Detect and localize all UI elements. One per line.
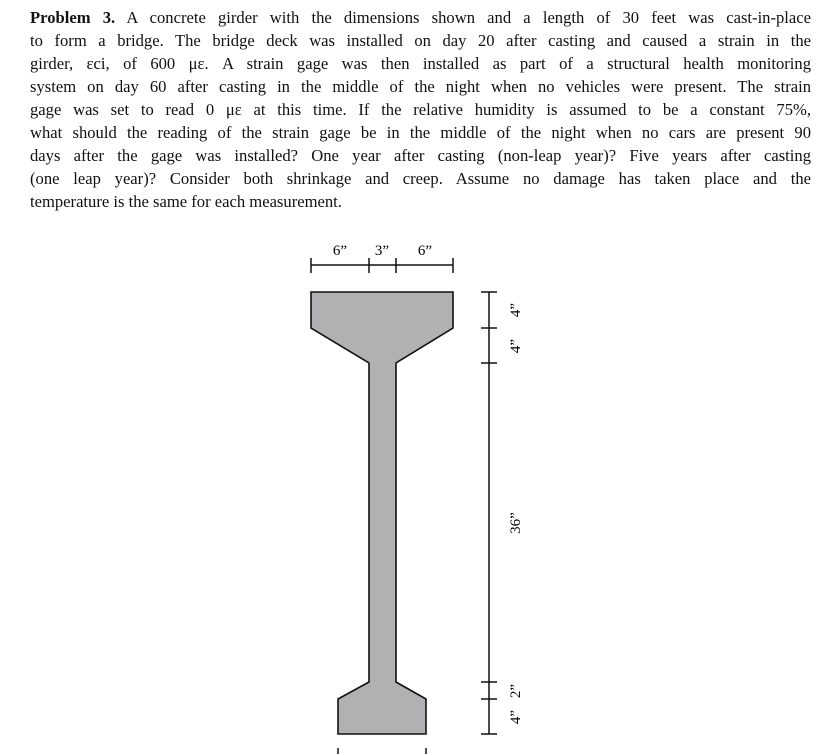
dim-label: 36” [508, 512, 524, 534]
dim-label: 6” [417, 243, 433, 259]
dim-label: 6” [332, 243, 348, 259]
problem-line: temperature is the same for each measurement. [30, 192, 342, 211]
top-dimension-line [311, 258, 453, 273]
dim-label: 4” [508, 709, 524, 725]
dim-label: 2” [508, 683, 524, 699]
bottom-dimension-ticks [338, 748, 426, 754]
girder-section-shape [311, 292, 453, 734]
problem-line: what should the reading of the strain gage be in the middle of the night when no cars are present 90 [30, 123, 811, 142]
dim-label: 4” [508, 302, 524, 318]
dim-label: 3” [374, 243, 390, 259]
problem-line: (one leap year)? Consider both shrinkage and creep. Assume no damage has taken place and the [30, 169, 811, 188]
problem-line: gage was set to read 0 με at this time. If the relative humidity is assumed to be a constant 75%, [30, 100, 811, 119]
problem-label: Problem 3. [30, 8, 116, 27]
problem-line: to form a bridge. The bridge deck was installed on day 20 after casting and caused a strain in the [30, 31, 811, 50]
problem-line: Problem 3. A concrete girder with the dimensions shown and a length of 30 feet was cast-in-place [30, 8, 811, 27]
problem-line: system on day 60 after casting in the middle of the night when no vehicles were present. The strain [30, 77, 811, 96]
problem-line: girder, εci, of 600 με. A strain gage was then installed as part of a structural health monitoring [30, 54, 811, 73]
side-dimension-line [481, 292, 497, 734]
dim-label: 4” [508, 338, 524, 354]
problem-line: days after the gage was installed? One year after casting (non-leap year)? Five years after casting [30, 146, 811, 165]
